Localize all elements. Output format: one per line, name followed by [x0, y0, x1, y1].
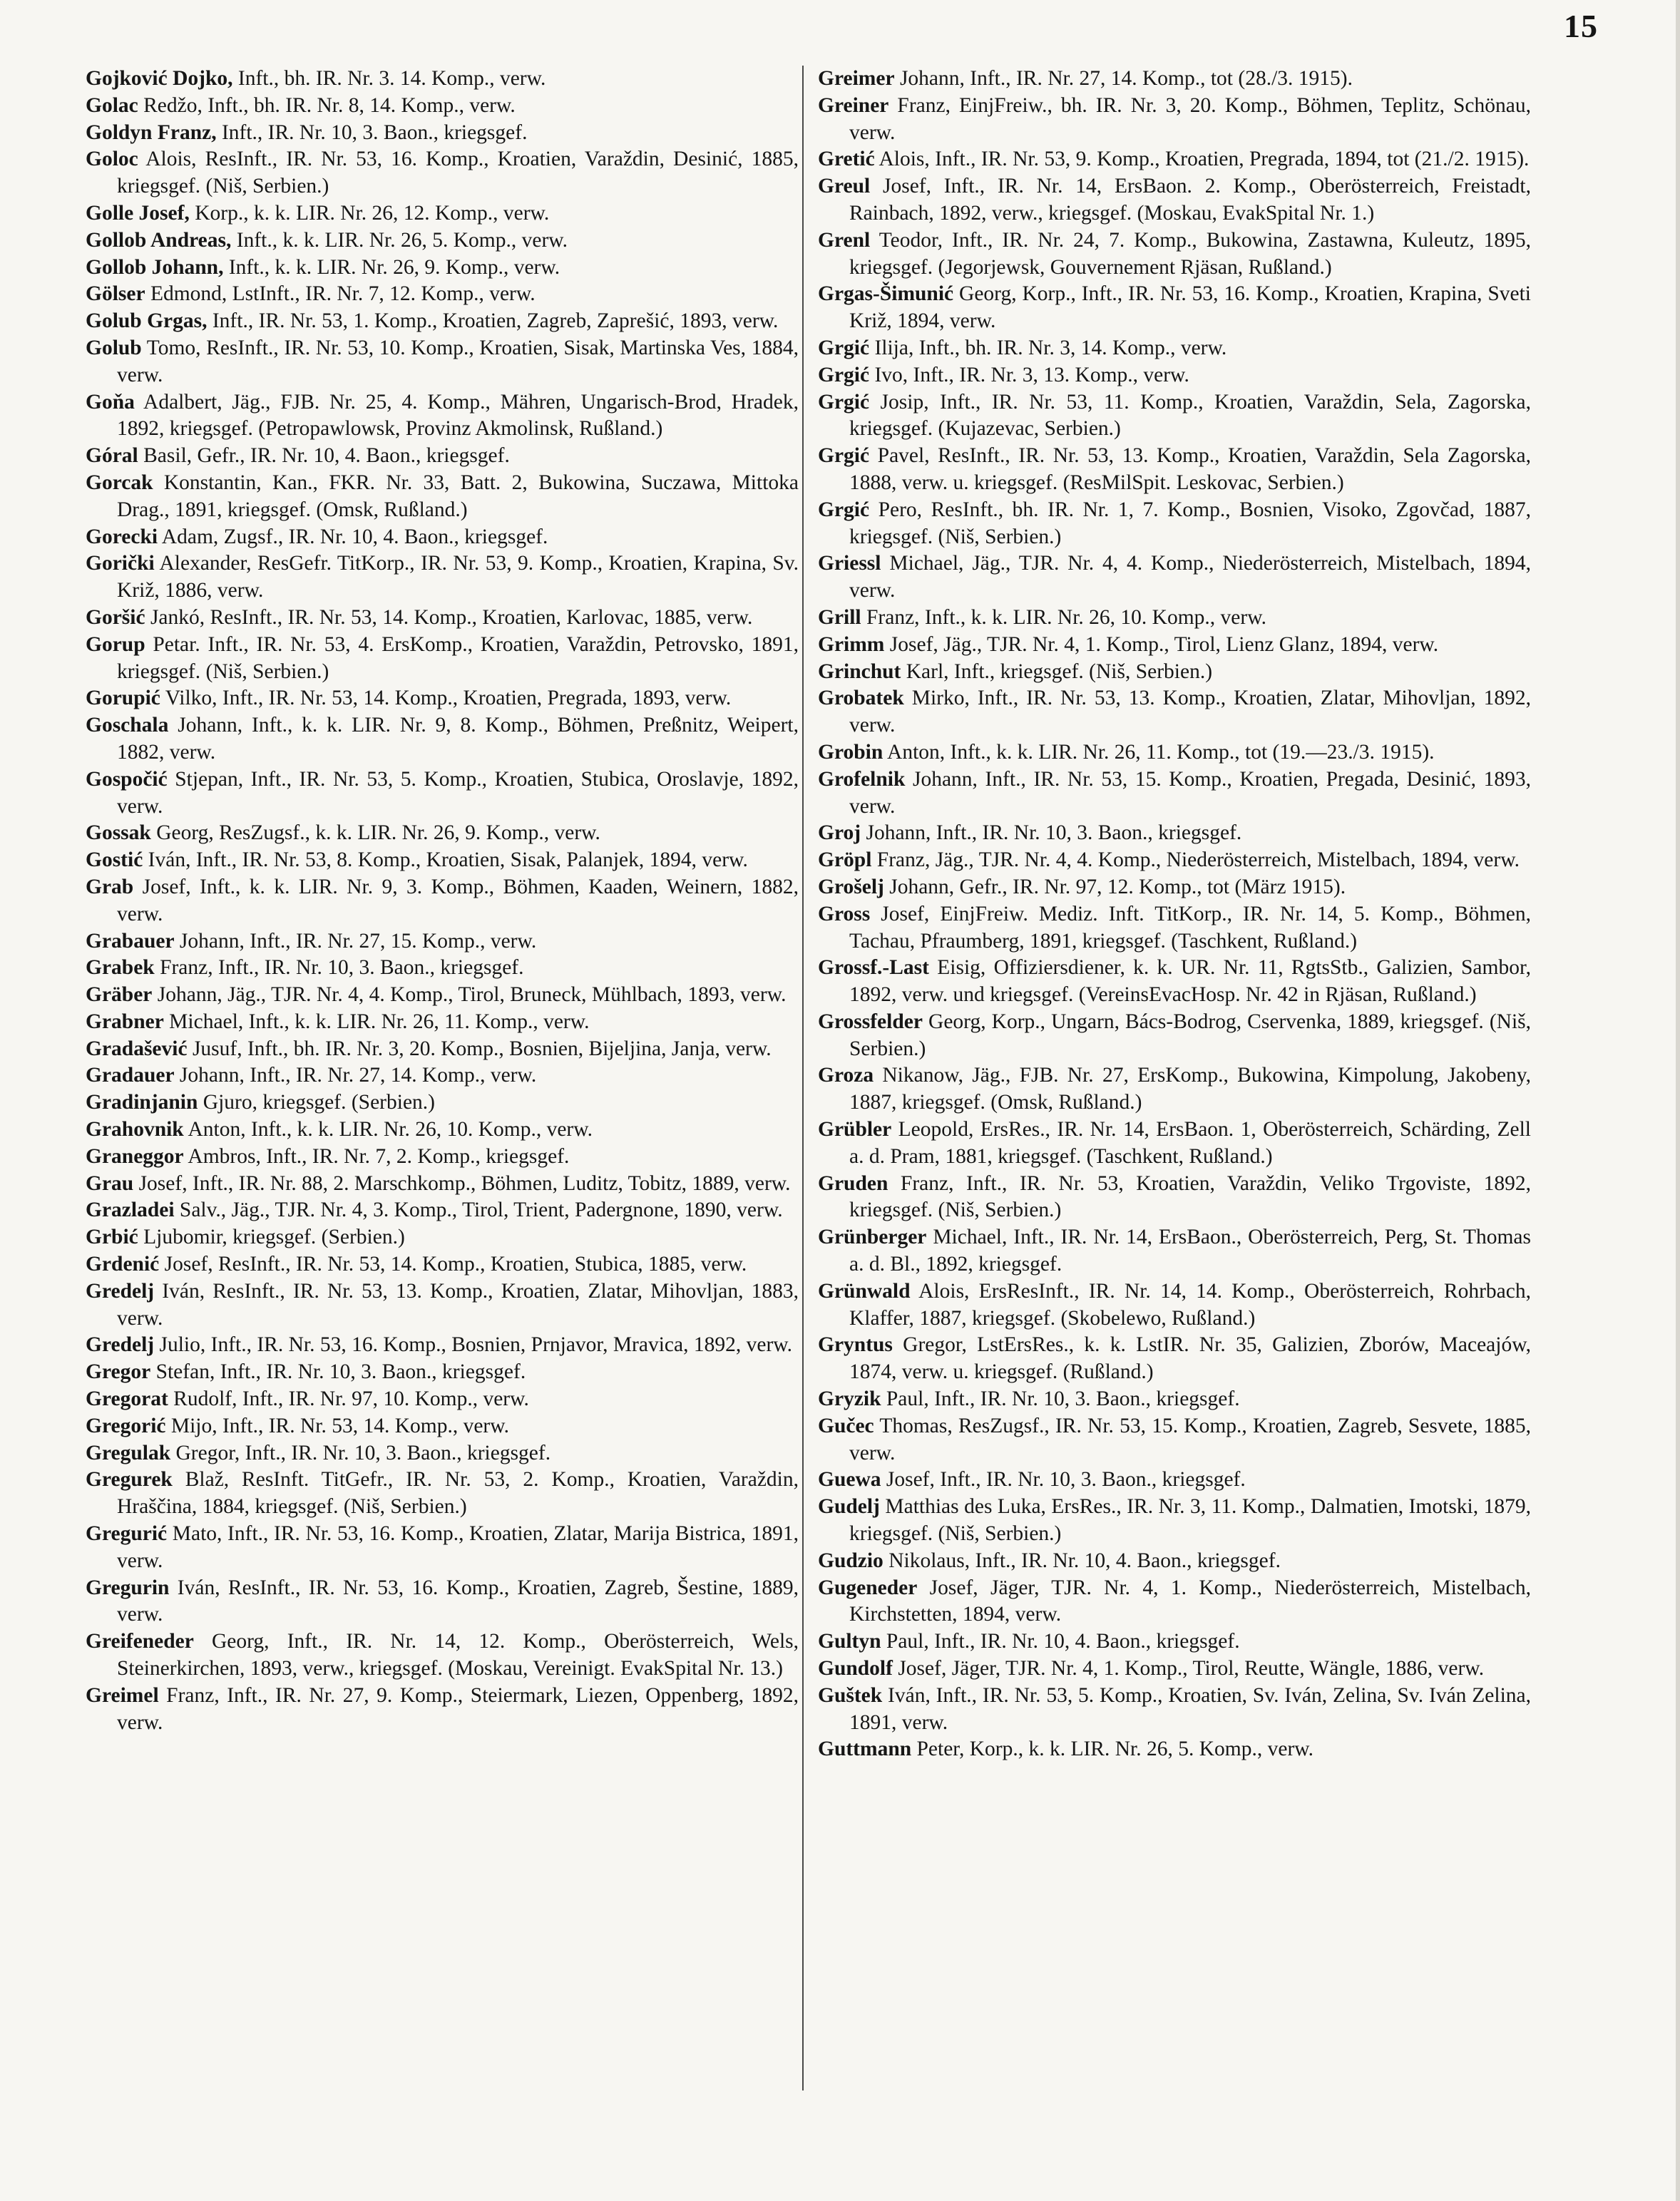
entry-details: Jusuf, Inft., bh. IR. Nr. 3, 20. Komp., Bosnien, Bijeljina, Janja, verw.	[187, 1037, 772, 1060]
entry-details: Thomas, ResZugsf., IR. Nr. 53, 15. Komp., Kroatien, Zagreb, Sesvete, 1885, verw.	[849, 1414, 1531, 1464]
right-column	[818, 66, 1531, 1763]
casualty-entry	[818, 901, 1531, 955]
casualty-entry	[818, 1117, 1531, 1171]
casualty-entry	[818, 605, 1531, 632]
casualty-entry	[818, 874, 1531, 901]
casualty-entry	[86, 1467, 799, 1521]
entry-details: Ilija, Inft., bh. IR. Nr. 3, 14. Komp., verw.	[869, 336, 1227, 359]
entry-surname: Grimm	[818, 632, 885, 656]
entry-surname: Góral	[86, 444, 138, 468]
entry-details: Teodor, Inft., IR. Nr. 24, 7. Komp., Bukowina, Zastawna, Kuleutz, 1895, kriegsgef. (Jegorjewsk, Gouvernement Rjäsan, Rußland.)	[849, 228, 1531, 279]
entry-details: Karl, Inft., kriegsgef. (Niš, Serbien.)	[901, 660, 1213, 683]
casualty-entry	[818, 66, 1531, 93]
entry-details: Leopold, ErsRes., IR. Nr. 14, ErsBaon. 1, Oberösterreich, Schärding, Zell a. d. Pram, 1881, kriegsgef. (Taschkent, Rußland.)	[849, 1118, 1531, 1168]
entry-details: Adam, Zugsf., IR. Nr. 10, 4. Baon., kriegsgef.	[158, 525, 548, 548]
entry-details: Ljubomir, kriegsgef. (Serbien.)	[138, 1226, 405, 1249]
entry-details: Alexander, ResGefr. TitKorp., IR. Nr. 53, 9. Komp., Kroatien, Krapina, Sv. Križ, 1886, verw.	[117, 552, 799, 602]
entry-details: Inft., IR. Nr. 10, 3. Baon., kriegsgef.	[216, 120, 528, 144]
entry-surname: Gröpl	[818, 848, 872, 872]
entry-surname: Greimel	[86, 1683, 159, 1707]
casualty-entry	[86, 982, 799, 1009]
entry-details: Franz, EinjFreiw., bh. IR. Nr. 3, 20. Komp., Böhmen, Teplitz, Schönau, verw.	[849, 93, 1531, 144]
entry-surname: Grgić	[818, 444, 870, 468]
casualty-entry	[86, 874, 799, 928]
entry-details: Johann, Inft., IR. Nr. 53, 15. Komp., Kroatien, Pregada, Desinić, 1893, verw.	[849, 767, 1531, 818]
entry-surname: Grübler	[818, 1118, 892, 1141]
entry-surname: Gregorat	[86, 1387, 168, 1411]
casualty-entry	[818, 1224, 1531, 1278]
entry-surname: Grahovnik	[86, 1118, 184, 1141]
casualty-entry	[818, 1332, 1531, 1386]
entry-surname: Gross	[818, 902, 871, 925]
entry-surname: Gospočić	[86, 767, 168, 791]
entry-surname: Golub Grgas,	[86, 309, 208, 333]
entry-details: Johann, Inft., IR. Nr. 10, 3. Baon., kriegsgef.	[861, 821, 1242, 845]
entry-surname: Grab	[86, 875, 134, 898]
entry-surname: Gollob Johann,	[86, 255, 224, 279]
entry-surname: Goschala	[86, 714, 169, 737]
entry-surname: Gorup	[86, 632, 145, 656]
entry-surname: Grabner	[86, 1010, 164, 1033]
entry-details: Stjepan, Inft., IR. Nr. 53, 5. Komp., Kroatien, Stubica, Oroslavje, 1892, verw.	[117, 767, 799, 818]
entry-surname: Goloc	[86, 148, 138, 171]
entry-details: Mato, Inft., IR. Nr. 53, 16. Komp., Kroatien, Zlatar, Marija Bistrica, 1891, verw.	[117, 1522, 799, 1572]
entry-surname: Grenl	[818, 228, 871, 252]
entry-details: Pavel, ResInft., IR. Nr. 53, 13. Komp., Kroatien, Varaždin, Sela Zagorska, 1888, verw. u. kriegsgef. (ResMilSpit. Leskovac, Serbien.)	[849, 444, 1531, 494]
entry-details: Julio, Inft., IR. Nr. 53, 16. Komp., Bosnien, Prnjavor, Mravica, 1892, verw.	[154, 1333, 793, 1357]
entry-surname: Grgić	[818, 498, 870, 521]
casualty-entry	[86, 766, 799, 821]
entry-surname: Grgić	[818, 336, 870, 359]
entry-surname: Gollob Andreas,	[86, 228, 232, 252]
entry-surname: Greul	[818, 175, 871, 198]
casualty-entry	[818, 93, 1531, 147]
entry-details: Josef, Inft., k. k. LIR. Nr. 9, 3. Komp., Böhmen, Kaaden, Weinern, 1882, verw.	[117, 875, 799, 925]
entry-surname: Gradinjanin	[86, 1091, 198, 1114]
entry-details: Rudolf, Inft., IR. Nr. 97, 10. Komp., verw.	[168, 1387, 529, 1411]
entry-details: Konstantin, Kan., FKR. Nr. 33, Batt. 2, Bukowina, Suczawa, Mittoka Drag., 1891, kriegsgef. (Omsk, Rußland.)	[117, 471, 799, 521]
casualty-entry	[818, 362, 1531, 389]
entry-details: Eisig, Offiziersdiener, k. k. UR. Nr. 11, RgtsStb., Galizien, Sambor, 1892, verw. und kriegsgef. (VereinsEvacHosp. Nr. 42 in Rjäsan, Rußland.)	[849, 956, 1531, 1007]
entry-details: Inft., bh. IR. Nr. 3. 14. Komp., verw.	[232, 67, 546, 90]
casualty-entry	[86, 389, 799, 443]
casualty-entry	[818, 766, 1531, 821]
casualty-entry	[86, 1062, 799, 1089]
entry-details: Johann, Inft., IR. Nr. 27, 14. Komp., verw.	[174, 1064, 537, 1087]
entry-details: Tomo, ResInft., IR. Nr. 53, 10. Komp., Kroatien, Sisak, Martinska Ves, 1884, verw.	[117, 336, 799, 386]
entry-details: Peter, Korp., k. k. LIR. Nr. 26, 5. Komp., verw.	[911, 1738, 1314, 1761]
entry-details: Georg, ResZugsf., k. k. LIR. Nr. 26, 9. Komp., verw.	[150, 821, 600, 845]
entry-details: Gjuro, kriegsgef. (Serbien.)	[198, 1091, 435, 1114]
entry-details: Gregor, LstErsRes., k. k. LstIR. Nr. 35, Galizien, Zborów, Maceajów, 1874, verw. u. kriegsgef. (Rußland.)	[849, 1333, 1531, 1384]
entry-details: Franz, Jäg., TJR. Nr. 4, 4. Komp., Niederösterreich, Mistelbach, 1894, verw.	[871, 848, 1520, 872]
entry-details: Josef, Inft., IR. Nr. 10, 3. Baon., kriegsgef.	[881, 1468, 1246, 1492]
entry-surname: Grazladei	[86, 1199, 175, 1222]
entry-surname: Gretić	[818, 148, 875, 171]
entry-details: Johann, Inft., IR. Nr. 27, 14. Komp., tot (28./3. 1915).	[894, 67, 1353, 90]
casualty-entry	[86, 1575, 799, 1629]
casualty-entry	[86, 1036, 799, 1063]
left-column	[86, 66, 799, 1736]
entry-details: Redžo, Inft., bh. IR. Nr. 8, 14. Komp., verw.	[138, 93, 516, 117]
entry-surname: Guewa	[818, 1468, 881, 1492]
casualty-entry	[818, 281, 1531, 335]
entry-surname: Gostić	[86, 848, 143, 872]
casualty-entry	[86, 200, 799, 227]
entry-details: Vilko, Inft., IR. Nr. 53, 14. Komp., Kroatien, Pregrada, 1893, verw.	[160, 687, 732, 710]
entry-surname: Grill	[818, 605, 861, 629]
entry-details: Paul, Inft., IR. Nr. 10, 3. Baon., kriegsgef.	[881, 1387, 1240, 1411]
entry-details: Josef, Jäger, TJR. Nr. 4, 1. Komp., Tirol, Reutte, Wängle, 1886, verw.	[892, 1657, 1485, 1681]
casualty-entry	[818, 1413, 1531, 1467]
entry-surname: Griessl	[818, 552, 881, 575]
entry-details: Salv., Jäg., TJR. Nr. 4, 3. Komp., Tirol, Trient, Padergnone, 1890, verw.	[174, 1199, 783, 1222]
casualty-entry	[86, 847, 799, 874]
casualty-entry	[86, 1413, 799, 1440]
casualty-entry	[86, 1332, 799, 1359]
entry-surname: Grossf.-Last	[818, 956, 929, 980]
entry-surname: Grbić	[86, 1226, 138, 1249]
entry-surname: Gregurin	[86, 1576, 170, 1599]
casualty-entry	[86, 955, 799, 982]
entry-surname: Gregurić	[86, 1522, 168, 1546]
entry-surname: Goňa	[86, 390, 135, 414]
entry-details: Georg, Inft., IR. Nr. 14, 12. Komp., Oberösterreich, Wels, Steinerkirchen, 1893, verw., kriegsgef. (Moskau, Vereinigt. EvakSpital Nr. 13.)	[117, 1630, 799, 1681]
entry-surname: Goldyn Franz,	[86, 120, 217, 144]
entry-surname: Gregulak	[86, 1441, 171, 1464]
casualty-entry	[818, 820, 1531, 847]
entry-details: Iván, Inft., IR. Nr. 53, 5. Komp., Kroatien, Sv. Iván, Zelina, Sv. Iván Zelina, 1891, verw.	[849, 1683, 1531, 1734]
entry-details: Adalbert, Jäg., FJB. Nr. 25, 4. Komp., Mähren, Ungarisch-Brod, Hradek, 1892, kriegsgef. (Petropawlowsk, Provinz Akmolinsk, Rußland.)	[117, 390, 799, 441]
casualty-entry	[818, 739, 1531, 766]
casualty-entry	[818, 1736, 1531, 1763]
entry-details: Josef, EinjFreiw. Mediz. Inft. TitKorp., IR. Nr. 14, 5. Komp., Böhmen, Tachau, Pfraumberg, 1891, kriegsgef. (Taschkent, Rußland.)	[849, 902, 1531, 953]
entry-details: Josef, Inft., IR. Nr. 14, ErsBaon. 2. Komp., Oberösterreich, Freistadt, Rainbach, 1892, verw., kriegsgef. (Moskau, EvakSpital Nr. 1.)	[849, 175, 1531, 225]
entry-surname: Gregurek	[86, 1468, 173, 1492]
entry-details: Franz, Inft., IR. Nr. 27, 9. Komp., Steiermark, Liezen, Oppenberg, 1892, verw.	[117, 1683, 799, 1734]
entry-surname: Gruden	[818, 1171, 888, 1195]
entry-details: Inft., k. k. LIR. Nr. 26, 5. Komp., verw.	[231, 228, 568, 252]
entry-surname: Grossfelder	[818, 1010, 923, 1033]
casualty-entry	[818, 659, 1531, 686]
entry-surname: Grobatek	[818, 687, 904, 710]
entry-details: Michael, Jäg., TJR. Nr. 4, 4. Komp., Niederösterreich, Mistelbach, 1894, verw.	[849, 552, 1531, 602]
casualty-entry	[818, 1575, 1531, 1629]
entry-surname: Gorupić	[86, 687, 160, 710]
entry-surname: Grošelj	[818, 875, 884, 898]
entry-surname: Grau	[86, 1171, 134, 1195]
casualty-entry	[818, 1171, 1531, 1225]
entry-surname: Grgas-Šimunić	[818, 282, 954, 306]
casualty-entry	[818, 1548, 1531, 1575]
entry-details: Iván, ResInft., IR. Nr. 53, 16. Komp., Kroatien, Zagreb, Šestine, 1889, verw.	[117, 1576, 799, 1626]
entry-surname: Guštek	[818, 1683, 883, 1707]
entry-surname: Gregor	[86, 1360, 151, 1384]
entry-details: Johann, Inft., k. k. LIR. Nr. 9, 8. Komp., Böhmen, Preßnitz, Weipert, 1882, verw.	[117, 714, 799, 764]
casualty-entry	[86, 443, 799, 470]
casualty-entry	[86, 93, 799, 120]
casualty-entry	[86, 227, 799, 255]
entry-details: Anton, Inft., k. k. LIR. Nr. 26, 10. Komp., verw.	[183, 1118, 593, 1141]
casualty-entry	[818, 847, 1531, 874]
entry-details: Gregor, Inft., IR. Nr. 10, 3. Baon., kriegsgef.	[170, 1441, 551, 1464]
casualty-entry	[818, 146, 1531, 173]
casualty-entry	[818, 1278, 1531, 1333]
casualty-entry	[86, 146, 799, 200]
casualty-entry	[86, 605, 799, 632]
entry-details: Inft., IR. Nr. 53, 1. Komp., Kroatien, Zagreb, Zaprešić, 1893, verw.	[207, 309, 779, 333]
casualty-entry	[86, 335, 799, 389]
entry-surname: Golle Josef,	[86, 201, 190, 225]
casualty-entry	[86, 1117, 799, 1144]
entry-surname: Gölser	[86, 282, 145, 306]
casualty-entry	[818, 1009, 1531, 1063]
entry-surname: Gojković Dojko,	[86, 67, 233, 90]
entry-details: Michael, Inft., IR. Nr. 14, ErsBaon., Oberösterreich, Perg, St. Thomas a. d. Bl., 1892, kriegsgef.	[849, 1226, 1531, 1276]
casualty-entry	[86, 1683, 799, 1737]
entry-surname: Gryntus	[818, 1333, 893, 1357]
entry-surname: Gudzio	[818, 1549, 883, 1572]
entry-surname: Gredelj	[86, 1333, 155, 1357]
entry-details: Stefan, Inft., IR. Nr. 10, 3. Baon., kriegsgef.	[150, 1360, 526, 1384]
casualty-entry	[86, 255, 799, 282]
casualty-entry	[818, 1062, 1531, 1117]
entry-details: Johann, Jäg., TJR. Nr. 4, 4. Komp., Tirol, Bruneck, Mühlbach, 1893, verw.	[152, 983, 787, 1007]
casualty-entry	[86, 685, 799, 712]
entry-details: Ivo, Inft., IR. Nr. 3, 13. Komp., verw.	[869, 363, 1189, 386]
entry-details: Franz, Inft., IR. Nr. 53, Kroatien, Varaždin, Veliko Trgoviste, 1892, kriegsgef. (Niš, Serbien.)	[849, 1171, 1531, 1222]
entry-surname: Gugeneder	[818, 1576, 918, 1599]
entry-surname: Grobin	[818, 740, 883, 764]
entry-surname: Gradašević	[86, 1037, 188, 1060]
entry-details: Franz, Inft., IR. Nr. 10, 3. Baon., kriegsgef.	[154, 956, 524, 980]
casualty-entry	[86, 1224, 799, 1251]
casualty-entry	[818, 1628, 1531, 1656]
page-number: 15	[1564, 8, 1598, 44]
entry-details: Alois, ResInft., IR. Nr. 53, 16. Komp., Kroatien, Varaždin, Desinić, 1885, kriegsgef. (Niš, Serbien.)	[117, 148, 799, 198]
entry-surname: Gossak	[86, 821, 151, 845]
entry-surname: Greimer	[818, 67, 895, 90]
casualty-entry	[86, 1089, 799, 1117]
casualty-entry	[86, 1628, 799, 1683]
entry-details: Matthias des Luka, ErsRes., IR. Nr. 3, 11. Komp., Dalmatien, Imotski, 1879, kriegsgef. (Niš, Serbien.)	[849, 1495, 1531, 1546]
entry-surname: Gorecki	[86, 525, 158, 548]
casualty-entry	[86, 1144, 799, 1171]
entry-surname: Gräber	[86, 983, 153, 1007]
entry-surname: Golub	[86, 336, 142, 359]
entry-details: Jankó, ResInft., IR. Nr. 53, 14. Komp., Kroatien, Karlovac, 1885, verw.	[145, 605, 753, 629]
entry-surname: Gorcak	[86, 471, 153, 494]
casualty-entry	[818, 497, 1531, 551]
casualty-entry	[818, 685, 1531, 739]
entry-surname: Gredelj	[86, 1279, 155, 1303]
casualty-entry	[818, 550, 1531, 605]
entry-details: Nikanow, Jäg., FJB. Nr. 27, ErsKomp., Bukowina, Kimpolung, Jakobeny, 1887, kriegsgef. (Omsk, Rußland.)	[849, 1064, 1531, 1114]
entry-surname: Goršić	[86, 605, 145, 629]
casualty-entry	[86, 1251, 799, 1278]
casualty-entry	[86, 1521, 799, 1575]
entry-details: Josef, Jäger, TJR. Nr. 4, 1. Komp., Niederösterreich, Mistelbach, Kirchstetten, 1894, verw.	[849, 1576, 1531, 1626]
entry-surname: Grgić	[818, 363, 870, 386]
casualty-entry	[818, 227, 1531, 282]
entry-surname: Gryzik	[818, 1387, 881, 1411]
casualty-entry	[86, 1171, 799, 1198]
casualty-entry	[86, 1440, 799, 1467]
casualty-entry	[818, 1494, 1531, 1548]
casualty-entry	[86, 1359, 799, 1386]
entry-surname: Greifeneder	[86, 1630, 194, 1653]
entry-details: Josef, ResInft., IR. Nr. 53, 14. Komp., Kroatien, Stubica, 1885, verw.	[159, 1253, 747, 1276]
casualty-entry	[818, 1467, 1531, 1494]
casualty-entry	[818, 1386, 1531, 1413]
entry-surname: Gregorić	[86, 1414, 166, 1437]
entry-details: Josef, Jäg., TJR. Nr. 4, 1. Komp., Tirol, Lienz Glanz, 1894, verw.	[884, 632, 1439, 656]
entry-surname: Greiner	[818, 93, 889, 117]
entry-surname: Grdenić	[86, 1253, 160, 1276]
entry-details: Basil, Gefr., IR. Nr. 10, 4. Baon., kriegsgef.	[138, 444, 510, 468]
casualty-entry	[86, 632, 799, 686]
entry-details: Alois, Inft., IR. Nr. 53, 9. Komp., Kroatien, Pregrada, 1894, tot (21./2. 1915).	[874, 148, 1530, 171]
entry-details: Petar. Inft., IR. Nr. 53, 4. ErsKomp., Kroatien, Varaždin, Petrovsko, 1891, kriegsgef. (Niš, Serbien.)	[117, 632, 799, 683]
entry-surname: Gradauer	[86, 1064, 175, 1087]
entry-details: Mijo, Inft., IR. Nr. 53, 14. Komp., verw.	[165, 1414, 510, 1437]
entry-details: Johann, Inft., IR. Nr. 27, 15. Komp., verw.	[174, 929, 537, 953]
casualty-entry	[86, 928, 799, 955]
entry-details: Blaž, ResInft. TitGefr., IR. Nr. 53, 2. Komp., Kroatien, Varaždin, Hraščina, 1884, kriegsgef. (Niš, Serbien.)	[117, 1468, 799, 1519]
entry-details: Mirko, Inft., IR. Nr. 53, 13. Komp., Kroatien, Zlatar, Mihovljan, 1892, verw.	[849, 687, 1531, 737]
casualty-entry	[86, 470, 799, 524]
casualty-entry	[86, 820, 799, 847]
casualty-entry	[86, 120, 799, 147]
casualty-entry	[86, 1386, 799, 1413]
entry-surname: Gudelj	[818, 1495, 880, 1519]
casualty-entry	[818, 389, 1531, 443]
casualty-entry	[86, 308, 799, 335]
entry-surname: Gultyn	[818, 1630, 881, 1653]
entry-surname: Grabek	[86, 956, 155, 980]
entry-details: Korp., k. k. LIR. Nr. 26, 12. Komp., verw.	[189, 201, 550, 225]
casualty-entry	[818, 443, 1531, 497]
entry-surname: Groza	[818, 1064, 874, 1087]
entry-surname: Grinchut	[818, 660, 901, 683]
casualty-entry	[818, 1683, 1531, 1737]
entry-details: Inft., k. k. LIR. Nr. 26, 9. Komp., verw.	[223, 255, 560, 279]
entry-details: Iván, Inft., IR. Nr. 53, 8. Komp., Kroatien, Sisak, Palanjek, 1894, verw.	[143, 848, 748, 872]
entry-surname: Grünberger	[818, 1226, 927, 1249]
casualty-entry	[86, 1197, 799, 1224]
entry-surname: Gučec	[818, 1414, 874, 1437]
casualty-entry	[818, 173, 1531, 227]
entry-details: Josip, Inft., IR. Nr. 53, 11. Komp., Kroatien, Varaždin, Sela, Zagorska, kriegsgef. (Kujazevac, Serbien.)	[849, 390, 1531, 441]
entry-details: Iván, ResInft., IR. Nr. 53, 13. Komp., Kroatien, Zlatar, Mihovljan, 1883, verw.	[117, 1279, 799, 1330]
entry-details: Alois, ErsResInft., IR. Nr. 14, 14. Komp., Oberösterreich, Rohrbach, Klaffer, 1887, kriegsgef. (Skobelewo, Rußland.)	[849, 1279, 1531, 1330]
entry-details: Ambros, Inft., IR. Nr. 7, 2. Komp., kriegsgef.	[183, 1144, 570, 1168]
casualty-entry	[818, 335, 1531, 362]
casualty-entry	[86, 712, 799, 766]
column-divider	[802, 66, 804, 2090]
casualty-entry	[818, 1656, 1531, 1683]
entry-surname: Grofelnik	[818, 767, 906, 791]
casualty-entry	[86, 1009, 799, 1036]
entry-details: Johann, Gefr., IR. Nr. 97, 12. Komp., tot (März 1915).	[883, 875, 1346, 898]
entry-surname: Gundolf	[818, 1657, 893, 1681]
casualty-entry	[818, 632, 1531, 659]
entry-details: Edmond, LstInft., IR. Nr. 7, 12. Komp., verw.	[145, 282, 536, 306]
casualty-entry	[86, 524, 799, 551]
entry-surname: Gorički	[86, 552, 155, 575]
casualty-entry	[86, 1278, 799, 1333]
casualty-entry	[818, 955, 1531, 1009]
entry-details: Georg, Korp., Inft., IR. Nr. 53, 16. Komp., Kroatien, Krapina, Sveti Križ, 1894, verw.	[849, 282, 1531, 333]
entry-details: Anton, Inft., k. k. LIR. Nr. 26, 11. Komp., tot (19.—23./3. 1915).	[883, 740, 1435, 764]
casualty-entry	[86, 281, 799, 308]
entry-surname: Graneggor	[86, 1144, 184, 1168]
entry-details: Nikolaus, Inft., IR. Nr. 10, 4. Baon., kriegsgef.	[883, 1549, 1281, 1572]
entry-details: Pero, ResInft., bh. IR. Nr. 1, 7. Komp., Bosnien, Visoko, Zgovčad, 1887, kriegsgef. (Niš, Serbien.)	[849, 498, 1531, 548]
entry-details: Franz, Inft., k. k. LIR. Nr. 26, 10. Komp., verw.	[861, 605, 1266, 629]
entry-surname: Golac	[86, 93, 138, 117]
entry-surname: Grgić	[818, 390, 870, 414]
entry-details: Georg, Korp., Ungarn, Bács-Bodrog, Cservenka, 1889, kriegsgef. (Niš, Serbien.)	[849, 1010, 1531, 1060]
entry-surname: Grabauer	[86, 929, 175, 953]
entry-surname: Grünwald	[818, 1279, 911, 1303]
entry-details: Michael, Inft., k. k. LIR. Nr. 26, 11. Komp., verw.	[163, 1010, 590, 1033]
entry-surname: Guttmann	[818, 1738, 912, 1761]
entry-surname: Groj	[818, 821, 861, 845]
entry-details: Paul, Inft., IR. Nr. 10, 4. Baon., kriegsgef.	[881, 1630, 1240, 1653]
page-edge	[1676, 0, 1680, 2201]
entry-details: Josef, Inft., IR. Nr. 88, 2. Marschkomp., Böhmen, Luditz, Tobitz, 1889, verw.	[133, 1171, 791, 1195]
casualty-entry	[86, 66, 799, 93]
casualty-entry	[86, 550, 799, 605]
